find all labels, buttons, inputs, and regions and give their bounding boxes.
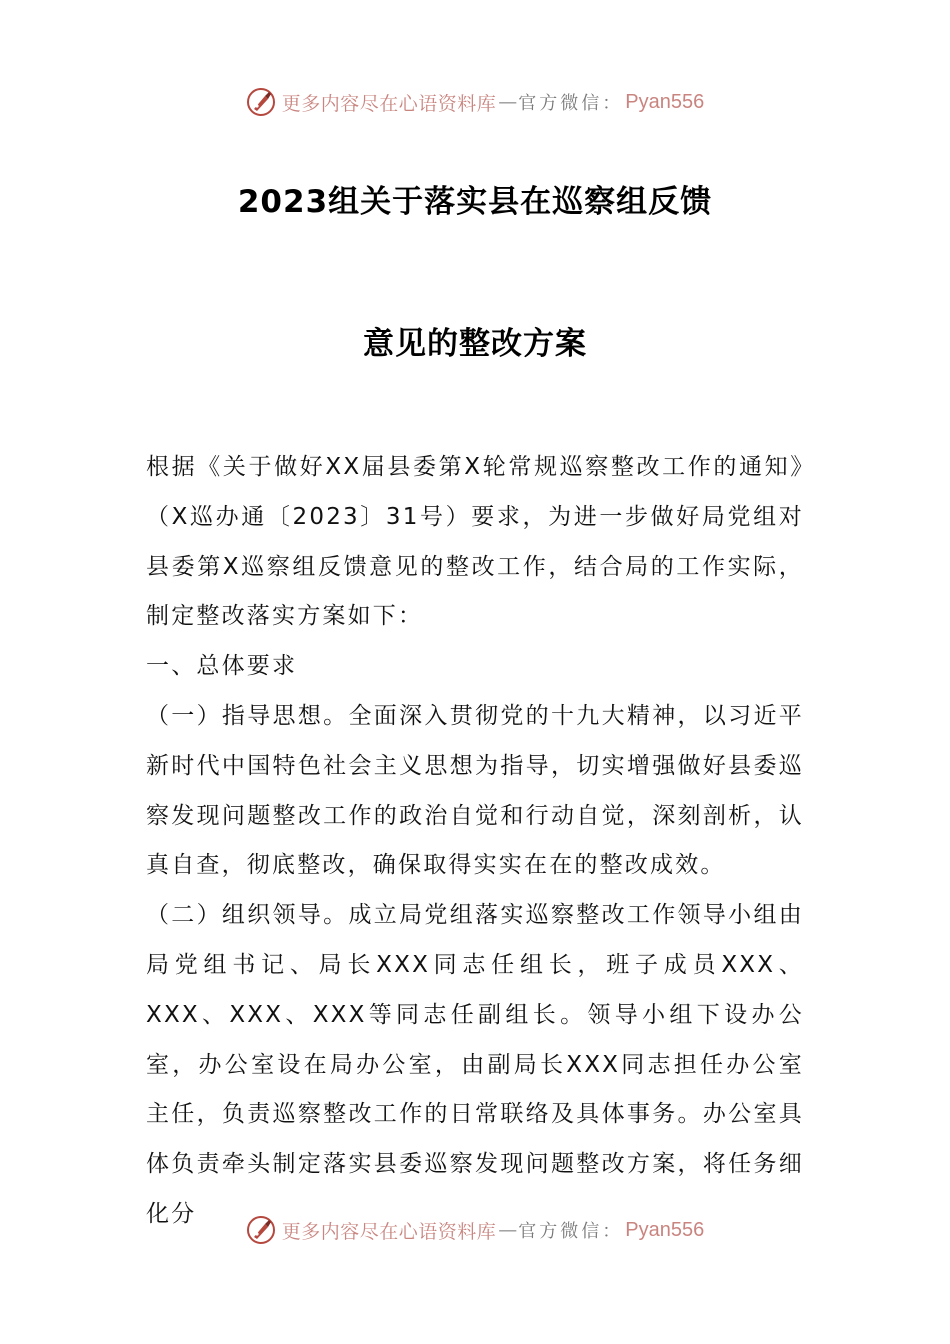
watermark-separator: — bbox=[498, 91, 517, 113]
watermark-official-label: 官方微信： bbox=[518, 1221, 624, 1242]
watermark-wechat-id: Pyan556 bbox=[625, 1218, 705, 1241]
pen-nib-logo-icon bbox=[246, 1215, 276, 1245]
pen-nib-logo-icon bbox=[246, 87, 276, 117]
body-paragraph: （二）组织领导。成立局党组落实巡察整改工作领导小组由局党组书记、局长XXX同志任组长，班子成员XXX、XXX、XXX、XXX等同志任副组长。领导小组下设办公室，办公室设在局办公室，由副局长XXX同志担任办公室主任，负责巡察整改工作的日常联络及具体事务。办公室具体负责牵头制定落实县委巡察发现问题整改方案，将任务细化分 bbox=[146, 902, 804, 1227]
watermark-separator: — bbox=[498, 1219, 517, 1241]
document-body bbox=[146, 443, 804, 1240]
watermark-site-text: 更多内容尽在心语资料库 bbox=[281, 92, 497, 115]
watermark-site-text: 更多内容尽在心语资料库 bbox=[281, 1220, 497, 1243]
watermark-wechat-id: Pyan556 bbox=[625, 90, 705, 113]
watermark-official-label: 官方微信： bbox=[518, 93, 624, 114]
body-paragraph: 根据《关于做好XX届县委第X轮常规巡察整改工作的通知》（X巡办通〔2023〕31号）要求，为进一步做好局党组对县委第X巡察组反馈意见的整改工作，结合局的工作实际，制定整改落实方案如下： bbox=[146, 454, 804, 630]
document-title-line-1: 2023组关于落实县在巡察组反馈 bbox=[237, 184, 713, 220]
footer-watermark-banner bbox=[0, 1210, 950, 1250]
document-title-line-2: 意见的整改方案 bbox=[363, 326, 587, 362]
body-paragraph: （一）指导思想。全面深入贯彻党的十九大精神，以习近平新时代中国特色社会主义思想为指导，切实增强做好县委巡察发现问题整改工作的政治自觉和行动自觉，深刻剖析，认真自查，彻底整改，确保取得实实在在的整改成效。 bbox=[146, 702, 804, 879]
header-watermark-banner bbox=[0, 82, 950, 122]
section-heading: 一、总体要求 bbox=[146, 653, 298, 680]
